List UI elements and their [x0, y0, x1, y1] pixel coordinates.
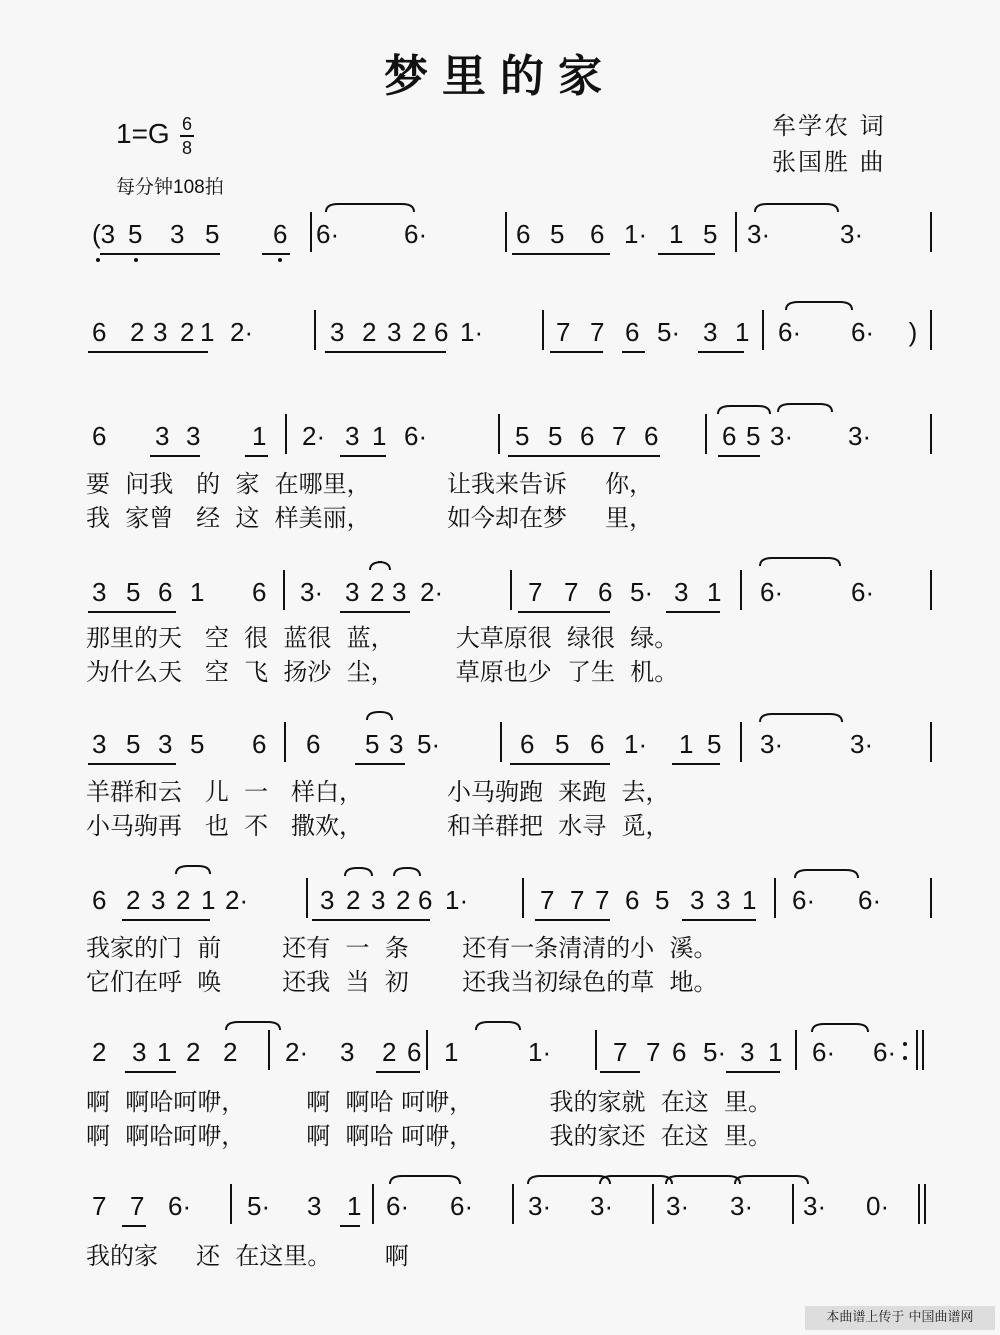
note: 3: [392, 577, 407, 607]
note: 6: [407, 1037, 422, 1067]
note: 1: [444, 1037, 459, 1067]
note: 3·: [590, 1191, 614, 1221]
note: 1: [201, 885, 216, 915]
bar-line: [314, 310, 316, 350]
lyric-line: 羊群和云 儿 一 样白， 小马驹跑 来跑 去，: [86, 778, 670, 806]
note: 7: [612, 421, 627, 451]
note: 3: [345, 577, 360, 607]
note: 5·: [703, 1037, 727, 1067]
note: 6: [644, 421, 659, 451]
note: 2: [362, 317, 377, 347]
bar-line: [705, 414, 707, 454]
bar-line: [922, 1030, 924, 1070]
bar-line: [916, 1030, 918, 1070]
bar-line: [930, 878, 932, 918]
note: 6: [520, 729, 535, 759]
note: 3: [389, 729, 404, 759]
note: 6: [92, 421, 107, 451]
bar-line: [792, 1184, 794, 1224]
lyric-line: 我的家 还 在这里。 啊: [86, 1242, 409, 1270]
note: 3·: [666, 1191, 690, 1221]
note: 3: [674, 577, 689, 607]
note: 3: [320, 885, 335, 915]
bar-line: [740, 570, 742, 610]
note: 7: [528, 577, 543, 607]
note: 6·: [450, 1191, 474, 1221]
lyric-line: 要 问我 的 家 在哪里， 让我来告诉 你，: [86, 470, 654, 498]
note: 2·: [230, 317, 254, 347]
note: 3: [387, 317, 402, 347]
note: (3: [92, 219, 116, 249]
note: 6: [598, 577, 613, 607]
note: 3: [340, 1037, 355, 1067]
note: 7: [556, 317, 571, 347]
note: 5·: [417, 729, 441, 759]
note: 7: [564, 577, 579, 607]
note: 5: [515, 421, 530, 451]
note: 6·: [812, 1037, 836, 1067]
footer-watermark: 本曲谱上传于 中国曲谱网: [805, 1306, 995, 1330]
note: 3·: [803, 1191, 827, 1221]
bar-line: [310, 212, 312, 252]
bar-line: [268, 1030, 270, 1070]
note: 5·: [247, 1191, 271, 1221]
lyric-line: 那里的天 空 很 蓝很 蓝， 大草原很 绿很 绿。: [86, 624, 679, 652]
note: 7: [570, 885, 585, 915]
bar-line: [284, 722, 286, 762]
note: 3: [151, 885, 166, 915]
note: 2: [176, 885, 191, 915]
note: 5: [126, 729, 141, 759]
note: 1: [735, 317, 750, 347]
note: 7: [590, 317, 605, 347]
note: 1: [347, 1191, 362, 1221]
composer-credit: 张国胜 曲: [772, 148, 886, 176]
note: 2: [130, 317, 145, 347]
note: 5: [707, 729, 722, 759]
note: 1: [252, 421, 267, 451]
note: 1: [200, 317, 215, 347]
note: 3·: [848, 421, 872, 451]
bar-line: [762, 310, 764, 350]
note: 6: [252, 577, 267, 607]
bar-line: [285, 414, 287, 454]
note: 3: [170, 219, 185, 249]
time-signature: [180, 114, 194, 158]
note: 0·: [866, 1191, 890, 1221]
bar-line: [498, 414, 500, 454]
bar-line: [918, 1184, 920, 1224]
note: 6: [722, 421, 737, 451]
note: 5: [746, 421, 761, 451]
note: 1·: [445, 885, 469, 915]
note: 1·: [460, 317, 484, 347]
bar-line: [230, 1184, 232, 1224]
note: 3: [703, 317, 718, 347]
note: 6: [672, 1037, 687, 1067]
note: 6: [625, 885, 640, 915]
bar-line: [930, 570, 932, 610]
bar-line: [500, 722, 502, 762]
note: 5·: [630, 577, 654, 607]
note: 3: [92, 729, 107, 759]
lyric-line: 啊 啊哈呵咿， 啊 啊哈 呵咿， 我的家还 在这 里。: [86, 1122, 772, 1150]
note: 3·: [770, 421, 794, 451]
note: 3: [371, 885, 386, 915]
note: 3: [345, 421, 360, 451]
note: 1: [157, 1037, 172, 1067]
note: 2: [396, 885, 411, 915]
note: 3·: [850, 729, 874, 759]
note: 3·: [528, 1191, 552, 1221]
bar-line: [426, 1030, 428, 1070]
note: 5: [555, 729, 570, 759]
note: 2·: [225, 885, 249, 915]
note: 6: [516, 219, 531, 249]
note: 3: [158, 729, 173, 759]
bar-line: [512, 1184, 514, 1224]
note: 6: [625, 317, 640, 347]
bar-line: [774, 878, 776, 918]
note: 6·: [858, 885, 882, 915]
note: 2: [370, 577, 385, 607]
key-signature: 1=G: [116, 118, 170, 149]
note: 3: [153, 317, 168, 347]
note: 5: [365, 729, 380, 759]
note: 5: [126, 577, 141, 607]
note: 3·: [840, 219, 864, 249]
note: 3: [716, 885, 731, 915]
note: 2: [186, 1037, 201, 1067]
note: 6: [590, 729, 605, 759]
lyricist-credit: 牟学农 词: [772, 112, 886, 140]
note: 1·: [624, 729, 648, 759]
note: 2: [412, 317, 427, 347]
bar-line: [283, 570, 285, 610]
note: 7: [613, 1037, 628, 1067]
bar-line: [930, 212, 932, 252]
note: 1: [372, 421, 387, 451]
bar-line: [930, 414, 932, 454]
note: 6: [580, 421, 595, 451]
bar-line: [522, 878, 524, 918]
note: 2: [180, 317, 195, 347]
note: 5: [655, 885, 670, 915]
note: 3: [92, 577, 107, 607]
note: 3·: [730, 1191, 754, 1221]
note: 6: [590, 219, 605, 249]
note: 6: [252, 729, 267, 759]
note: 2: [126, 885, 141, 915]
note: 1: [768, 1037, 783, 1067]
note: 6·: [873, 1037, 897, 1067]
note: 2·: [420, 577, 444, 607]
note: 6·: [851, 577, 875, 607]
note: 5: [548, 421, 563, 451]
note: 5: [550, 219, 565, 249]
note: 3: [330, 317, 345, 347]
lyric-line: 为什么天 空 飞 扬沙 尘， 草原也少 了生 机。: [86, 658, 679, 686]
note: 1·: [528, 1037, 552, 1067]
time-fraction-bar: [180, 135, 194, 137]
bar-line: [930, 722, 932, 762]
note: 1: [669, 219, 684, 249]
song-title: 梦里的家: [384, 51, 616, 102]
note: 6: [273, 219, 288, 249]
note: 1: [707, 577, 722, 607]
note: 6·: [851, 317, 875, 347]
lyric-line: 小马驹再 也 不 撒欢， 和羊群把 水寻 觅，: [86, 812, 670, 840]
note: 6: [158, 577, 173, 607]
bar-line: [542, 310, 544, 350]
note: 6·: [404, 421, 428, 451]
bar-line: [652, 1184, 654, 1224]
bar-line: [924, 1184, 926, 1224]
bar-line: [735, 212, 737, 252]
note: 2·: [302, 421, 326, 451]
bar-line: [510, 570, 512, 610]
note: 3: [155, 421, 170, 451]
note: 7: [130, 1191, 145, 1221]
note: 3: [186, 421, 201, 451]
note: 1·: [624, 219, 648, 249]
note: 3: [132, 1037, 147, 1067]
note: 5: [205, 219, 220, 249]
lyric-line: 我 家曾 经 这 样美丽， 如今却在梦 里，: [86, 504, 654, 532]
note: 1: [742, 885, 757, 915]
note: 6·: [778, 317, 802, 347]
note: 6: [306, 729, 321, 759]
note: 7: [646, 1037, 661, 1067]
note: 2: [223, 1037, 238, 1067]
note: 6·: [316, 219, 340, 249]
note: 6·: [386, 1191, 410, 1221]
time-denominator: 8: [181, 138, 192, 158]
note: 6·: [168, 1191, 192, 1221]
note: ): [908, 317, 918, 347]
note: 3·: [747, 219, 771, 249]
note: 3·: [760, 729, 784, 759]
bar-line: [306, 878, 308, 918]
lyric-line: 它们在呼 唤 还我 当 初 还我当初绿色的草 地。: [86, 968, 718, 996]
note: 7: [540, 885, 555, 915]
note: 6: [92, 317, 107, 347]
note: 6: [418, 885, 433, 915]
bar-line: [740, 722, 742, 762]
note: 1: [679, 729, 694, 759]
note: 3·: [300, 577, 324, 607]
note: 5: [190, 729, 205, 759]
note: 7: [92, 1191, 107, 1221]
note: 2·: [285, 1037, 309, 1067]
note: 2: [346, 885, 361, 915]
note: 6·: [792, 885, 816, 915]
lyric-line: 啊 啊哈呵咿， 啊 啊哈 呵咿， 我的家就 在这 里。: [86, 1088, 772, 1116]
bar-line: [505, 212, 507, 252]
note: 3: [307, 1191, 322, 1221]
bar-line: [372, 1184, 374, 1224]
note: 5·: [657, 317, 681, 347]
note: 6: [434, 317, 449, 347]
note: 6: [92, 885, 107, 915]
note: 1: [190, 577, 205, 607]
bar-line: [795, 1030, 797, 1070]
bar-line: [930, 310, 932, 350]
note: 2: [382, 1037, 397, 1067]
note: 5: [128, 219, 143, 249]
note: 2: [92, 1037, 107, 1067]
bar-line: [595, 1030, 597, 1070]
note: 3: [690, 885, 705, 915]
note: 7: [595, 885, 610, 915]
credits: [772, 108, 886, 180]
time-numerator: 6: [181, 114, 192, 134]
note: 3: [740, 1037, 755, 1067]
note: 6·: [760, 577, 784, 607]
note: 6·: [404, 219, 428, 249]
note: 5: [703, 219, 718, 249]
lyric-line: 我家的门 前 还有 一 条 还有一条清清的小 溪。: [86, 934, 718, 962]
tempo-marking: 每分钟108拍: [116, 177, 224, 198]
